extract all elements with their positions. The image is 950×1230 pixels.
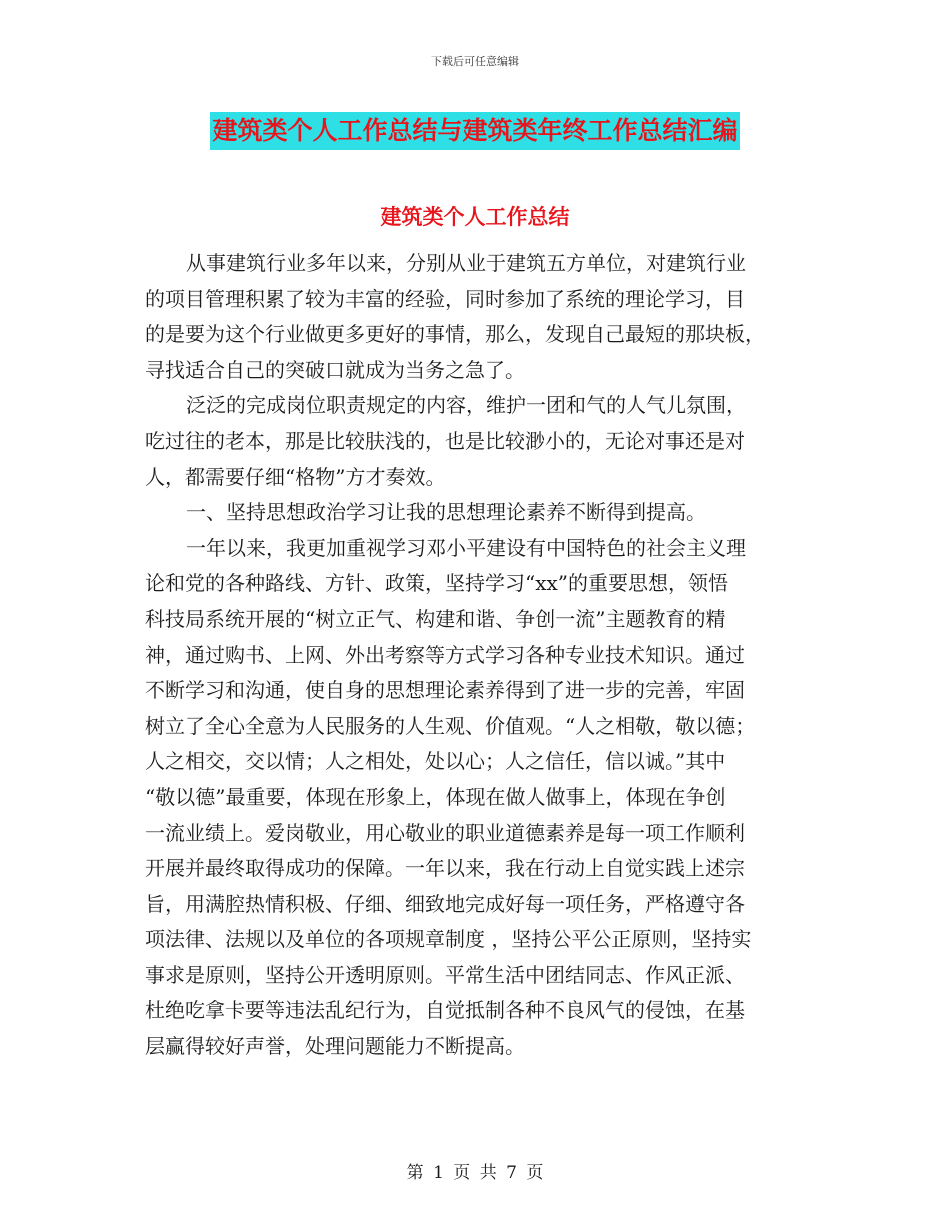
text-line: 事求是原则，坚持公开透明原则。平常生活中团结同志、作风正派、 xyxy=(145,962,745,987)
body-content xyxy=(145,246,805,1065)
paragraph xyxy=(145,246,805,388)
text-line: 一流业绩上。爱岗敬业，用心敬业的职业道德素养是每一项工作顺利 xyxy=(145,820,745,845)
text-line: 不断学习和沟通，使自身的思想理论素养得到了进一步的完善，牢固 xyxy=(145,678,745,703)
paragraph xyxy=(145,495,805,531)
text-line: 吃过往的老本，那是比较肤浅的，也是比较渺小的，无论对事还是对 xyxy=(145,428,745,453)
header-note: 下载后可任意编辑 xyxy=(431,55,519,68)
text-line: 一、坚持思想政治学习让我的思想理论素养不断得到提高。 xyxy=(186,500,706,525)
paragraph xyxy=(145,388,805,495)
text-line: 寻找适合自己的突破口就成为当务之急了。 xyxy=(145,357,525,382)
text-line: 项法律、法规以及单位的各项规章制度 ，坚持公平公正原则，坚持实 xyxy=(145,927,752,952)
text-line: 人之相交，交以情；人之相处，处以心；人之信任，信以诚。”其中 xyxy=(145,749,726,774)
text-line: 的是要为这个行业做更多更好的事情，那么，发现自己最短的那块板， xyxy=(145,322,765,347)
text-line: 人，都需要仔细“格物”方才奏效。 xyxy=(145,464,446,489)
document-title-wrapper xyxy=(0,112,950,150)
text-line: 旨，用满腔热情积极、仔细、细致地完成好每一项任务，严格遵守各 xyxy=(145,891,745,916)
text-line: 杜绝吃拿卡要等违法乱纪行为，自觉抵制各种不良风气的侵蚀，在基 xyxy=(145,998,745,1023)
text-line: 一年以来，我更加重视学习邓小平建设有中国特色的社会主义理 xyxy=(186,535,746,560)
text-line: 开展并最终取得成功的保障。一年以来，我在行动上自觉实践上述宗 xyxy=(145,856,745,881)
section-title: 建筑类个人工作总结 xyxy=(380,204,570,229)
text-line: 的项目管理积累了较为丰富的经验，同时参加了系统的理论学习，目 xyxy=(145,286,745,311)
text-line: 树立了全心全意为人民服务的人生观、价值观。“人之相敬，敬以德； xyxy=(145,713,756,738)
text-line: 从事建筑行业多年以来，分别从业于建筑五方单位，对建筑行业 xyxy=(186,251,746,275)
page-number-footer: 第 1 页 共 7 页 xyxy=(406,1163,544,1183)
text-line: 层赢得较好声誉，处理问题能力不断提高。 xyxy=(145,1034,525,1059)
text-line: 科技局系统开展的“树立正气、构建和谐、争创一流”主题教育的精 xyxy=(145,606,726,631)
text-line: 论和党的各种路线、方针、政策，坚持学习“xx”的重要思想，领悟 xyxy=(145,571,729,596)
document-title: 建筑类个人工作总结与建筑类年终工作总结汇编 xyxy=(210,112,739,150)
paragraph xyxy=(145,531,805,1065)
text-line: 神，通过购书、上网、外出考察等方式学习各种专业技术知识。通过 xyxy=(145,642,745,667)
text-line: 泛泛的完成岗位职责规定的内容，维护一团和气的人气儿氛围， xyxy=(186,393,746,418)
text-line: “敬以德”最重要，体现在形象上，体现在做人做事上，体现在争创 xyxy=(145,784,726,809)
